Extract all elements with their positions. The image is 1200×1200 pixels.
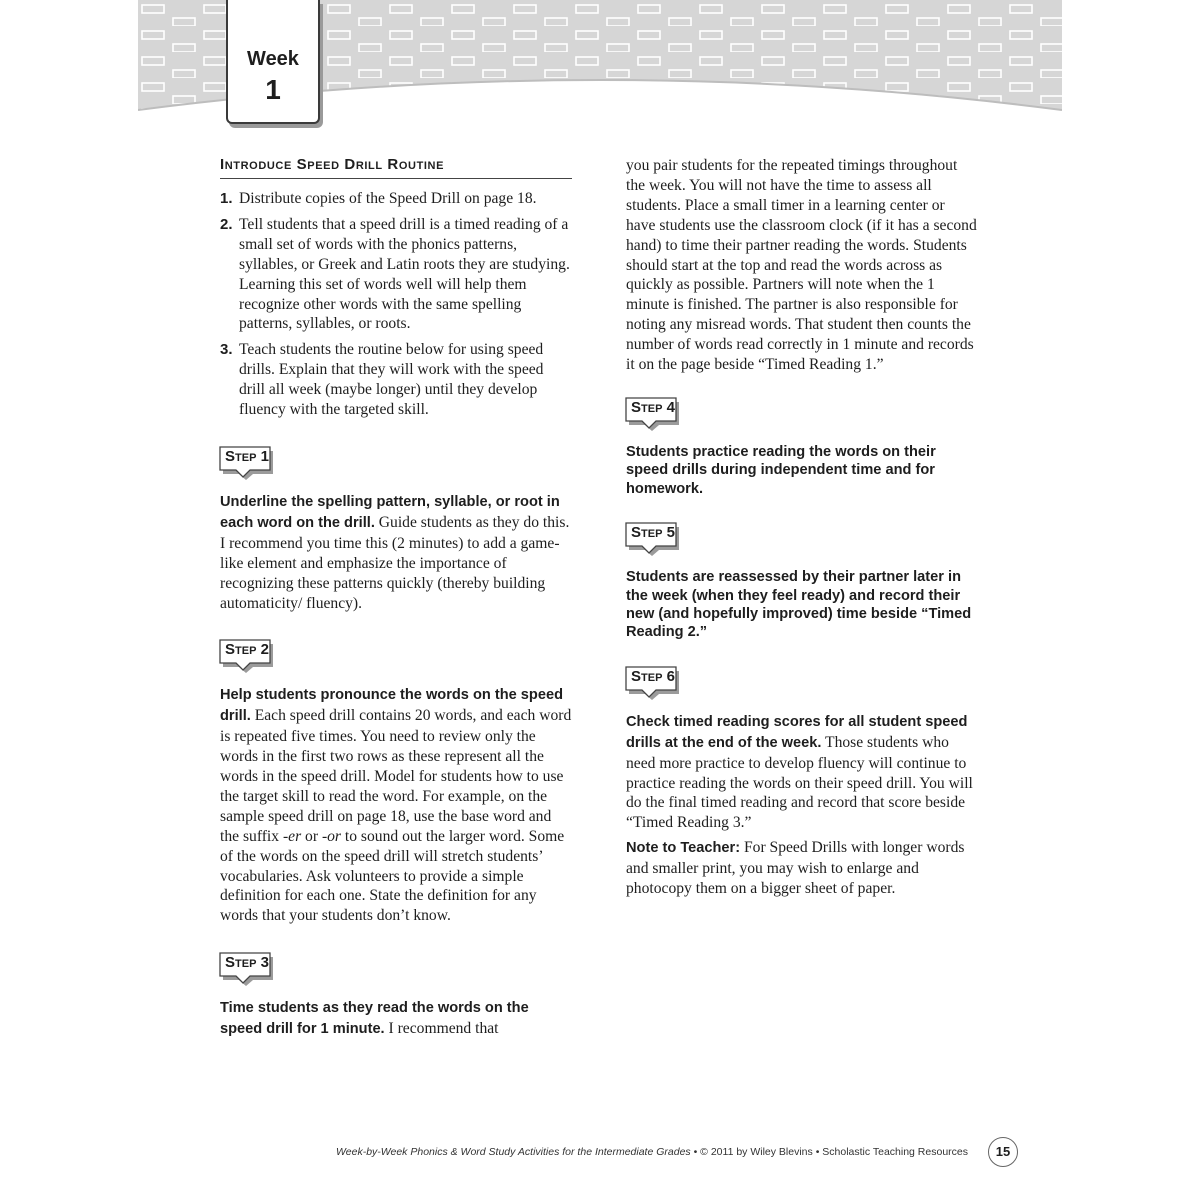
step-3-body: I recommend that — [384, 1020, 499, 1038]
intro-list — [220, 189, 572, 420]
step-3-bold: Time students as they read the words on the speed drill for 1 minute. — [220, 1000, 529, 1038]
step-6-label: Step 6 — [631, 667, 675, 685]
suffix-or: -or — [321, 827, 341, 845]
suffix-er: -er — [282, 827, 302, 845]
step-6-badge — [626, 666, 680, 700]
footer-book-title: Week-by-Week Phonics & Word Study Activities for the Intermediate Grades — [336, 1146, 691, 1158]
list-item-text: Teach students the routine below for using speed drills. Explain that they will work with the speed drill all week (maybe longer) until they develop fluency with the targeted skill. — [239, 341, 544, 419]
step-2-text — [220, 685, 572, 926]
step-2-badge — [220, 639, 274, 673]
step-5-text: Students are reassessed by their partner later in the week (when they feel ready) and record their new (and hopefully improved) time beside “Timed Reading 2.” — [626, 569, 972, 641]
step-3-text — [220, 998, 572, 1040]
step-2-body-1: Each speed drill contains 20 words, and each word is repeated five times. You need to review only the words in the first two rows as these represent all the words in the speed drill. Model for students how to use the target skill to read the word. For example, on the sample speed drill on page 18, use the base word and the suffix — [220, 707, 572, 845]
step-2-body-2: to sound out the larger word. Some of the words on the speed drill will stretch students’ vocabularies. Ask volunteers to provide a simple definition for each one. State the definition for any words that your students don’t know. — [220, 827, 565, 925]
step-6-body: Those students who need more practice to develop fluency will continue to practice reading the words on their speed drill. You will do the final timed reading and record that score beside “Timed Reading 3.” — [626, 733, 973, 832]
right-column — [626, 156, 978, 899]
list-item — [220, 215, 572, 334]
list-item-text: Distribute copies of the Speed Drill on page 18. — [239, 190, 537, 207]
step-6-text — [626, 712, 978, 833]
list-item-text: Tell students that a speed drill is a timed reading of a small set of words with the phonics patterns, syllables, or Greek and Latin roots they are studying. Learning this set of words well will help them recognize other words with the same spelling patterns, syllables, or roots. — [239, 215, 570, 333]
step-3-continuation: you pair students for the repeated timings throughout the week. You will not have the time to assess all students. Place a small timer in a learning center or have students use the classroom clock (if it has a second hand) to time their partner reading the words. Students should start at the top and read the words across as quickly as possible. Partners will note when the 1 minute is finished. The partner is also responsible for noting any misread words. That student then counts the number of words read correctly in 1 minute and records it on the page beside “Timed Reading 1.” — [626, 157, 977, 374]
step-5-badge — [626, 522, 680, 556]
step-6-bold: Check timed reading scores for all student speed drills at the end of the week. — [626, 713, 968, 751]
page-number: 15 — [988, 1137, 1018, 1167]
list-item-number: 2. — [220, 215, 233, 233]
week-number: 1 — [265, 74, 281, 105]
step-5-label: Step 5 — [631, 524, 675, 542]
list-item-number: 1. — [220, 190, 233, 207]
step-1-body: Guide students as they do this. I recommend you time this (2 minutes) to add a game-like element and emphasize the importance of recognizing these patterns quickly (thereby building automaticity/ fluency). — [220, 513, 570, 612]
step-2-bold: Help students pronounce the words on the speed drill. — [220, 687, 563, 725]
step-2-label: Step 2 — [225, 641, 269, 659]
step-3-label: Step 3 — [225, 954, 269, 972]
footer-copyright: • © 2011 by Wiley Blevins • Scholastic Teaching Resources — [690, 1146, 968, 1158]
teacher-note-lead: Note to Teacher: — [626, 840, 741, 857]
teacher-note — [626, 838, 978, 899]
list-item — [220, 189, 572, 209]
step-4-badge — [626, 397, 680, 431]
step-1-text — [220, 492, 572, 613]
step-3-badge — [220, 952, 274, 986]
week-tab — [226, 0, 320, 124]
step-1-label: Step 1 — [225, 447, 269, 465]
list-item — [220, 340, 572, 420]
step-1-badge — [220, 446, 274, 480]
left-column — [220, 156, 572, 1040]
step-4-text: Students practice reading the words on their speed drills during independent time and for homework. — [626, 443, 936, 497]
step-1-bold: Underline the spelling pattern, syllable, or root in each word on the drill. — [220, 493, 560, 531]
step-4-label: Step 4 — [631, 398, 675, 416]
section-heading: Introduce Speed Drill Routine — [220, 156, 572, 179]
teacher-note-body: For Speed Drills with longer words and smaller print, you may wish to enlarge and photocopy them on a bigger sheet of paper. — [626, 839, 965, 898]
step-2-or: or — [301, 827, 322, 845]
week-label: Week — [247, 48, 299, 70]
list-item-number: 3. — [220, 341, 233, 359]
footer-credits — [300, 1146, 968, 1158]
